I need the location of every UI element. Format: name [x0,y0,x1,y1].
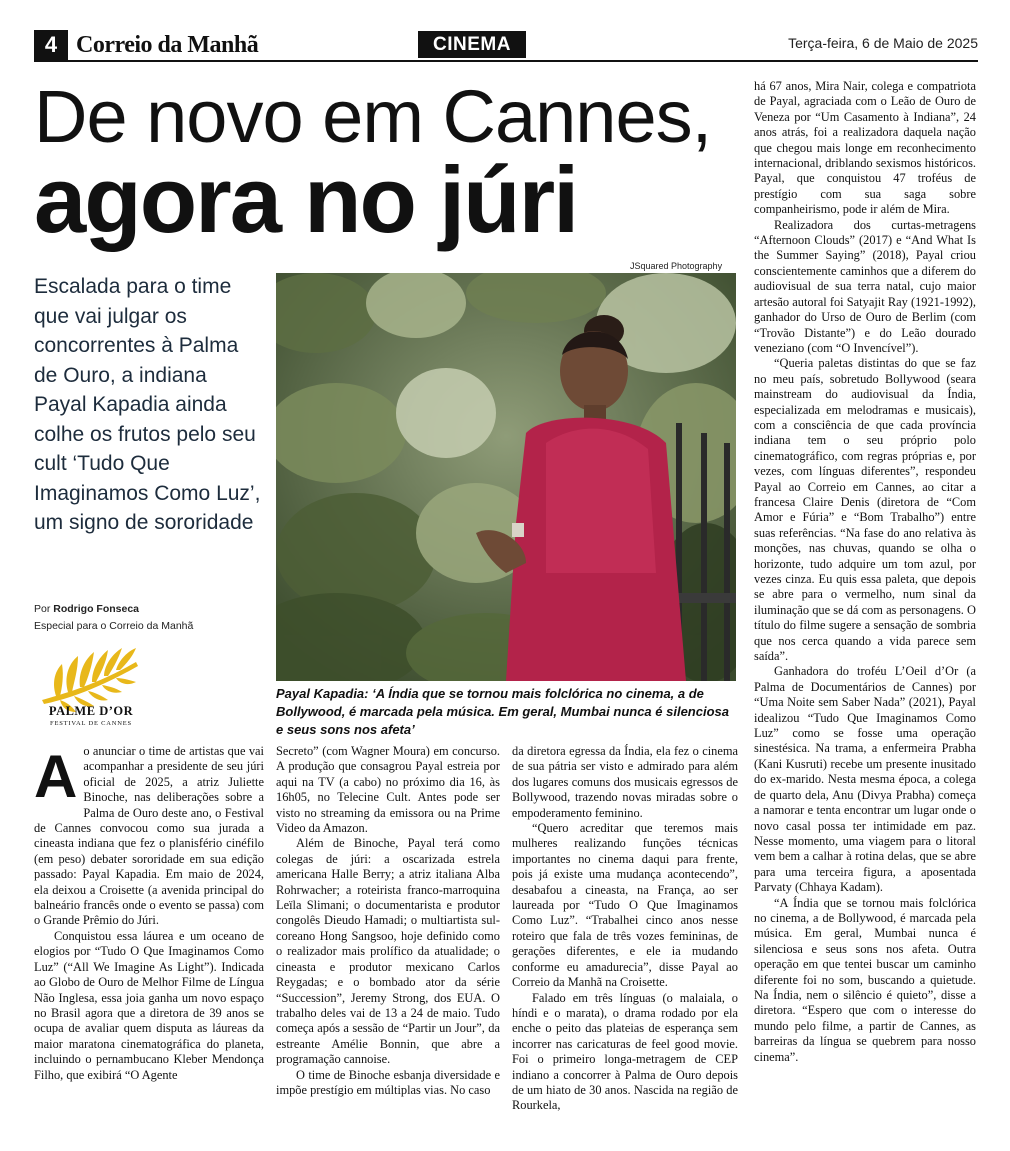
portrait-photo [276,273,736,681]
paragraph: O time de Binoche esbanja diversidade e impõe prestígio em múltiplas vias. No caso [276,1067,500,1097]
paragraph: “A Índia que se tornou mais folclórica no cinema, a de Bollywood, é marcada pela música. Em geral, Mumbai nunca é silenciosa e seus sons nos afeta. Outra operação em que tentei buscar um caminho diferente foi no som, buscando a quietude. Na Índia, nem o silêncio é quieto”, disse a diretora. “Espero que com o interesse do mundo pelo filme, a partir de Cannes, as barreiras da língua se quebrem para nosso cinema”. [754,895,976,1064]
palme-dor-title: PALME D’OR [48,704,134,718]
body-column-1 [34,744,264,1083]
paragraph: Secreto” (com Wagner Moura) em concurso. A produção que consagrou Payal estreia por aqui na TV (a cabo) no próximo dia 16, às 16h05, no Telecine Cult. Antes pode ser visto no streaming da emissora ou na Prime Video da Amazon. [276,744,500,836]
headline-line-1: De novo em Cannes, [34,75,712,158]
paragraph: Realizadora dos curtas-metragens “Afternoon Clouds” (2017) e “And What Is the Summer Saying” (2018), Payal criou conscientemente caminhos que a diferem do audiovisual de sua terra natal, cujo maior artesão autoral foi Satyajit Ray (1921-1992), ganhador do Urso de Ouro de Berlim (com “Trovão Distante”) e do Leão dourado veneziano (com “O Invencível”). [754,217,976,355]
paragraph: Falado em três línguas (o malaiala, o híndi e o marata), o drama rodado por ela enche o peito das plateias de esperança sem incorrer nas caricaturas de feel good movie. Foi o primeiro longa-metragem de CEP indiano a concorrer à Palma de Ouro depois de um hiato de 30 anos. Nascida na região de Rourkela, [512,990,738,1113]
byline-affiliation: Especial para o Correio da Manhã [34,620,194,632]
section-label: CINEMA [418,31,526,58]
paragraph: há 67 anos, Mira Nair, colega e compatriota de Payal, agraciada com o Leão de Ouro de Veneza por “Um Casamento à Indiana”, 24 anos atrás, foi a realizadora daquela nação que chegou mais longe em reconhecimento internacional, driblando sexismos históricos. Payal, que conquistou 47 troféus de prestígio com sua saga sobre companheirismo, pode ir além de Mira. [754,79,976,217]
paragraph: Além de Binoche, Payal terá como colegas de júri: a oscarizada estrela americana Halle Berry; a atriz italiana Alba Rohrwacher; a roteirista franco-marroquina Leïla Slimani; o documentarista e produtor congolês Dieudo Hamadi; o multiartista sul-coreano Hong Sangsoo, hoje definido como o realizador mais prolífico da atualidade; o cineasta e produtor mexicano Carlos Reygadas; e o bombado ator da série “Succession”, Jeremy Strong, dos EUA. O trabalho deles vai de 13 a 24 de maio. Tudo começa após a sessão de “Partir un Jour”, da estreante Amélie Bonnin, que abre a programação cannoise. [276,836,500,1067]
paragraph: Conquistou essa láurea e um oceano de elogios por “Tudo O Que Imaginamos Como Luz” (“All We Imagine As Light”). Indicada ao Globo de Ouro de Melhor Filme de Língua Não Inglesa, essa joia ganha um novo espaço no Brasil agora que a diretora de 39 anos se ocupa de avaliar quem disputa as láureas da maior maratona cinematográfica do planeta, incluindo o pernambucano Kleber Mendonça Filho, que exibirá “O Agente [34,928,264,1082]
newspaper-name: Correio da Manhã [76,32,259,58]
headline-line-2: agora no júri [34,147,578,252]
page-number: 4 [34,30,68,60]
palme-dor-subtitle: FESTIVAL DE CANNES [50,720,132,727]
paragraph: “Queria paletas distintas do que se faz no meu país, sobretudo Bollywood (seara mainstream do audiovisual da Índia, especializada em melodramas e musicais), com a consciência de que cada província indiana tem o seu próprio polo cinematográfico, com regras próprias e, por vezes, com línguas diferentes”, respondeu Payal ao Correio em Cannes, ao citar a francesa Claire Denis (diretora de “Com Amor e Fúria” e “Bom Trabalho”) entre suas referências. “Na fase do ano relativa às monções, nas chuvas, quando se olha o horizonte, tudo adquire um tom azul, por vezes cinza. Eu quis essa paleta, que depois se abre para o vermelho, num sinal da iluminação que se dá com as personagens. O título do filme sugere a sensação de sombria que nos cerca quando a vida parece sem saída”. [754,356,976,664]
standfirst: Escalada para o time que vai julgar os concorrentes à Palma de Ouro, a indiana Payal Kapadia ainda colhe os frutos pelo seu cult ‘Tudo Que Imaginamos Como Luz’, um signo de sororidade [34,275,261,534]
body-column-3 [512,744,738,1114]
photo-caption: Payal Kapadia: ‘A Índia que se tornou mais folclórica no cinema, a de Bollywood, é marcada pela música. Em geral, Mumbai nunca é silenciosa e seus sons nos afeta’ [276,686,729,737]
paragraph: “Quero acreditar que teremos mais mulheres realizando funções técnicas importantes no cinema daqui para frente, pois já existe uma mudança acontecendo”, desabafou a cineasta, na França, ao ser laureada por “Tudo O Que Imaginamos Como Luz”. “Trabalhei cinco anos nesse roteiro que fala de três vozes femininas, de gerações diferentes, e ele ia mudando conforme eu amadurecia”, disse Payal ao Correio da Manhã na Croisette. [512,821,738,990]
paragraph: o anunciar o time de artistas que vai acompanhar a presidente de seu júri oficial de 2025, a atriz Juliette Binoche, nas deliberações sobre a Palma de Ouro deste ano, o Festival de Cannes convocou como sua jurada a cineasta indiana que fez o planisfério cinéfilo (em peso) debater sororidade em sua edição passado: Payal Kapadia. Em maio de 2024, ela deixou a Croisette (a avenida principal do balneário francês onde o evento se passa) com o Grande Prêmio do Júri. [34,744,264,928]
byline-author: Rodrigo Fonseca [53,603,140,615]
photo-credit: JSquared Photography [630,261,723,271]
body-column-2 [276,744,500,1098]
body-column-4 [754,79,976,1065]
dateline: Terça-feira, 6 de Maio de 2025 [788,35,978,51]
drop-cap: A [34,743,78,810]
header-rule [34,60,978,62]
byline [34,601,193,635]
paragraph: da diretora egressa da Índia, ela fez o cinema de sua pátria ser visto e admirado para além dos lugares comuns dos musicais egressos de Bollywood, trazendo novas miradas sobre o empoderamento feminino. [512,744,738,820]
byline-prefix: Por [34,603,51,615]
paragraph: Ganhadora do troféu L’Oeil d’Or (a Palma de Documentários de Cannes) por “Uma Noite sem Saber Nada” (2021), Payal idealizou “Tudo Que Imaginamos Como Luz” como se fosse uma operação sinestésica. Na trama, a enfermeira Prabha (Kani Kusruti) recebe um presente inusitado do ex-marido. Nesta mesma época, a colega de quarto dela, Anu (Divya Prabha) começa a namorar e tenta encontrar um lugar onde o novo casal possa ter intimidade em paz. Nesse momento, uma viagem para o litoral vem bem a calhar à rotina delas, que se abre para uma terceira figura, a aposentada Parvaty (Chhaya Kadam). [754,664,976,895]
